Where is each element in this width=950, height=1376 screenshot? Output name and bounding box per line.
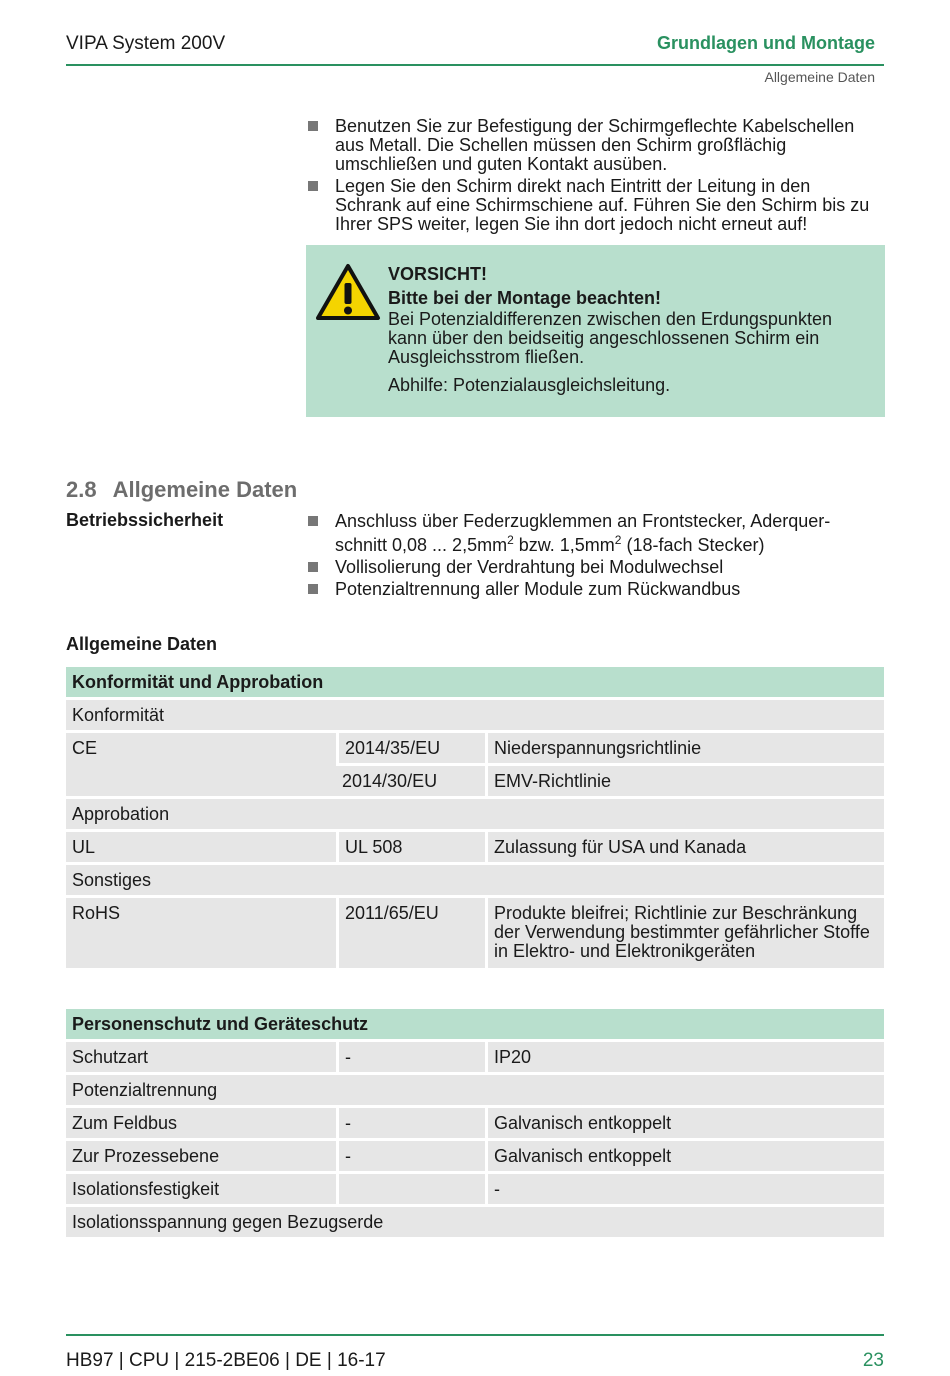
intro-bullet-list xyxy=(306,117,881,237)
table-row: Zum Feldbus - Galvanisch entkoppelt xyxy=(66,1108,884,1138)
header-section-subtitle: Allgemeine Daten xyxy=(764,69,875,85)
table-row: Isolationsfestigkeit - xyxy=(66,1174,884,1204)
list-item: Legen Sie den Schirm direkt nach Eintritt der Leitung in den Schrank auf eine Schirmschiene auf. Führen Sie den Schirm bis zu Ihrer SPS weiter, legen Sie ihn dort jedoch nicht erneut auf! xyxy=(306,177,881,234)
header-chapter-title: Grundlagen und Montage xyxy=(657,33,875,53)
bullet-square-icon xyxy=(308,562,318,572)
section-heading xyxy=(66,477,297,503)
header-rule xyxy=(66,64,884,66)
warning-triangle-icon xyxy=(315,263,381,321)
allgemeine-daten-label: Allgemeine Daten xyxy=(66,634,218,654)
bullet-square-icon xyxy=(308,584,318,594)
table-header-row xyxy=(66,667,884,697)
caution-subtitle: Bitte bei der Montage beachten! xyxy=(388,288,662,308)
table-row: Schutzart - IP20 xyxy=(66,1042,884,1072)
caution-title: VORSICHT! xyxy=(388,264,487,284)
bullet-square-icon xyxy=(308,121,318,131)
caution-box xyxy=(306,245,885,417)
table-header: Personenschutz und Geräteschutz xyxy=(66,1009,884,1039)
table-row: Approbation xyxy=(66,799,884,829)
footer-doc-id: HB97 | CPU | 215-2BE06 | DE | 16-17 xyxy=(66,1350,386,1371)
footer-rule xyxy=(66,1334,884,1336)
table-header-row xyxy=(66,1009,884,1039)
bullet-square-icon xyxy=(308,516,318,526)
betriebssicherheit-list xyxy=(306,512,866,602)
table-row: Potenzialtrennung xyxy=(66,1075,884,1105)
conformity-table xyxy=(66,664,884,971)
caution-remedy: Abhilfe: Potenzialausgleichsleitung. xyxy=(388,375,671,395)
betriebssicherheit-label: Betriebssicherheit xyxy=(66,510,224,530)
table-row: RoHS 2011/65/EU Produkte bleifrei; Richtlinie zur Beschränkung der Verwendung bestimmter gefährlicher Stoffe in Elektro- und Elektronikgeräten xyxy=(66,898,884,968)
protection-table xyxy=(66,1006,884,1240)
list-item: Potenzialtrennung aller Module zum Rückwandbus xyxy=(306,580,866,599)
caution-body: Bei Potenzialdifferenzen zwischen den Erdungspunkten kann über den beidseitig angeschlossenen Schirm ein Ausgleichsstrom fließen. xyxy=(388,309,832,367)
table-row: Isolationsspannung gegen Bezugserde xyxy=(66,1207,884,1237)
bullet-square-icon xyxy=(308,181,318,191)
list-item: Vollisolierung der Verdrahtung bei Modulwechsel xyxy=(306,558,866,577)
table-row: Konformität xyxy=(66,700,884,730)
table-row: UL UL 508 Zulassung für USA und Kanada xyxy=(66,832,884,862)
page-number: 23 xyxy=(862,1350,884,1371)
table-row: 2014/30/EU EMV-Richtlinie xyxy=(66,766,884,796)
table-row: Sonstiges xyxy=(66,865,884,895)
table-header: Konformität und Approbation xyxy=(66,667,884,697)
table-row: Zur Prozessebene - Galvanisch entkoppelt xyxy=(66,1141,884,1171)
table-row: CE 2014/35/EU Niederspannungsrichtlinie xyxy=(66,733,884,763)
section-number: 2.8 xyxy=(66,477,97,502)
list-item: Benutzen Sie zur Befestigung der Schirmgeflechte Kabelschellen aus Metall. Die Schellen müssen den Schirm großflächig umschließen und guten Kontakt ausüben. xyxy=(306,117,881,174)
list-item: Anschluss über Federzugklemmen an Frontstecker, Aderquer-schnitt 0,08 ... $2,5mm^2$ bzw. $1,5mm^2$ (18-fach Stecker) xyxy=(306,512,866,555)
section-title: Allgemeine Daten xyxy=(112,477,298,502)
header-doc-title: VIPA System 200V xyxy=(66,33,226,54)
